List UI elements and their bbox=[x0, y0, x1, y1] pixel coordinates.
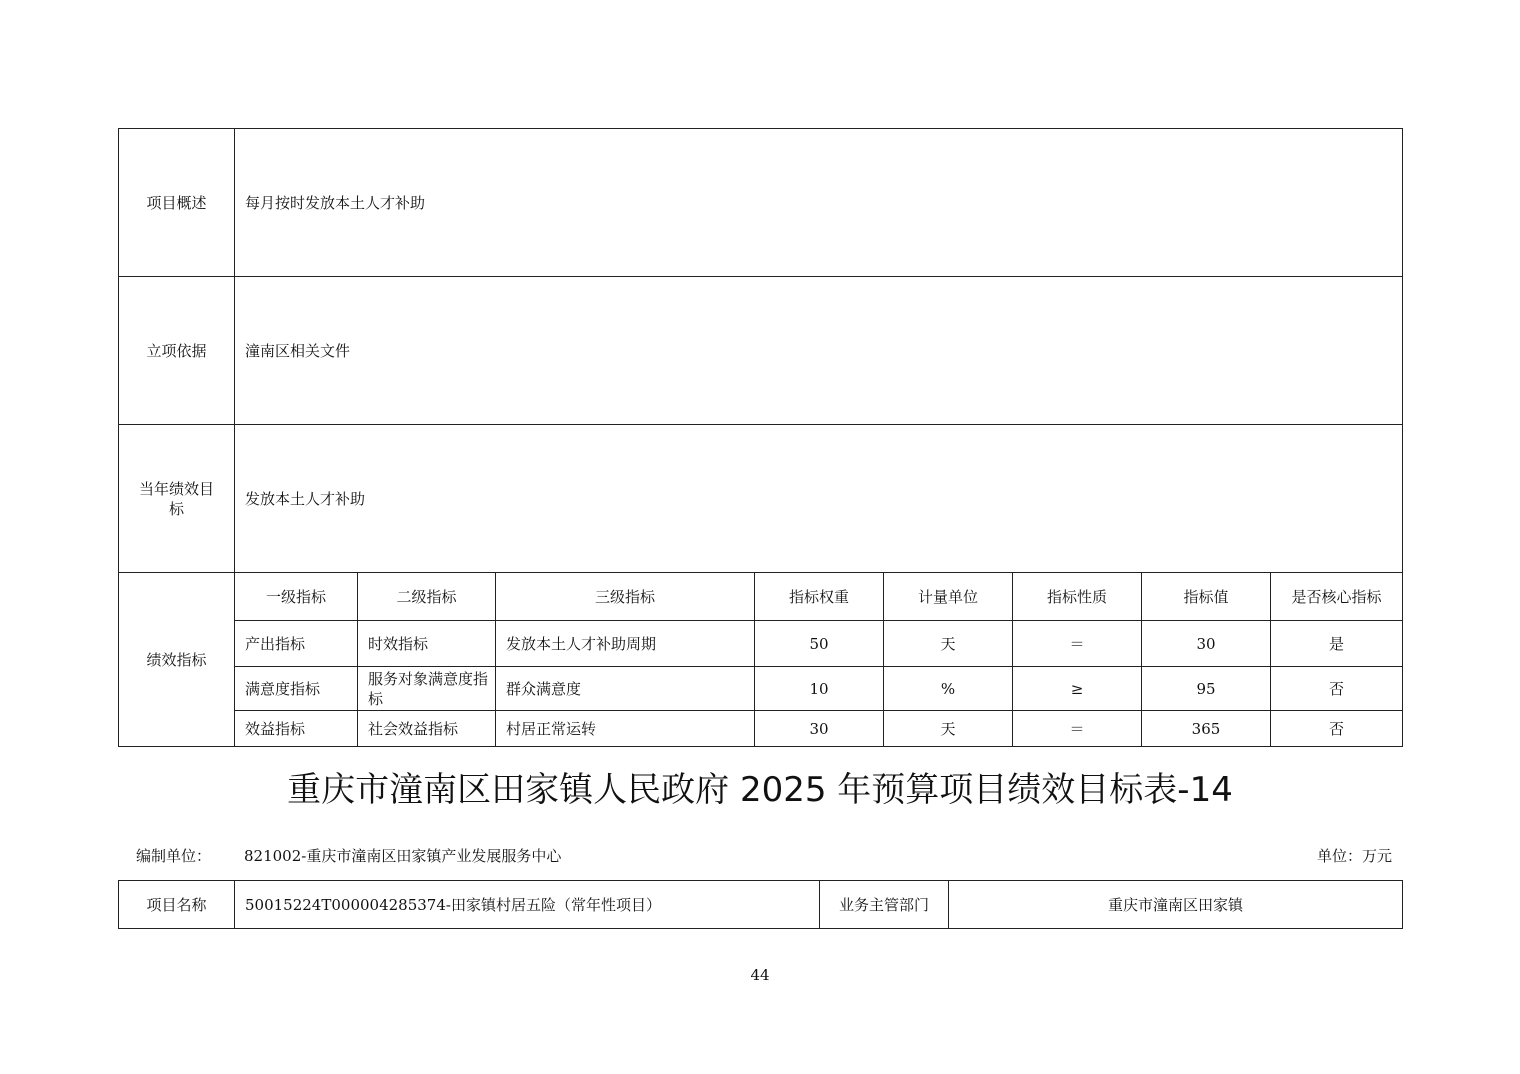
header-cell: 是否核心指标 bbox=[1271, 573, 1403, 621]
currency-unit: 单位：万元 bbox=[1316, 847, 1392, 865]
weight-cell: 30 bbox=[755, 711, 884, 747]
table-row bbox=[119, 711, 1403, 747]
level1-cell: 效益指标 bbox=[235, 711, 358, 747]
basis-row bbox=[119, 277, 1403, 425]
header-cell: 一级指标 bbox=[235, 573, 358, 621]
value-cell: 95 bbox=[1142, 667, 1271, 711]
weight-cell: 10 bbox=[755, 667, 884, 711]
goal-label: 当年绩效目标 bbox=[119, 425, 235, 573]
goal-value: 发放本土人才补助 bbox=[235, 425, 1403, 573]
header-cell: 二级指标 bbox=[358, 573, 496, 621]
header-cell: 指标值 bbox=[1142, 573, 1271, 621]
unit-label: 编制单位： bbox=[136, 847, 212, 865]
core-cell: 否 bbox=[1271, 711, 1403, 747]
level2-cell: 时效指标 bbox=[358, 621, 496, 667]
level3-cell: 发放本土人才补助周期 bbox=[496, 621, 755, 667]
overview-row bbox=[119, 129, 1403, 277]
basis-label: 立项依据 bbox=[119, 277, 235, 425]
overview-label: 项目概述 bbox=[119, 129, 235, 277]
header-cell: 三级指标 bbox=[496, 573, 755, 621]
project-info-table bbox=[118, 880, 1403, 929]
level2-cell: 社会效益指标 bbox=[358, 711, 496, 747]
weight-cell: 50 bbox=[755, 621, 884, 667]
indicator-header-row bbox=[119, 573, 1403, 621]
nature-cell: ≥ bbox=[1013, 667, 1142, 711]
performance-table-continued bbox=[118, 128, 1403, 747]
goal-row bbox=[119, 425, 1403, 573]
page-number: 44 bbox=[750, 966, 770, 984]
nature-cell: ＝ bbox=[1013, 711, 1142, 747]
unit-cell: 天 bbox=[884, 711, 1013, 747]
value-cell: 365 bbox=[1142, 711, 1271, 747]
overview-value: 每月按时发放本土人才补助 bbox=[235, 129, 1403, 277]
level2-cell: 服务对象满意度指标 bbox=[358, 667, 496, 711]
level3-cell: 村居正常运转 bbox=[496, 711, 755, 747]
table-row bbox=[119, 621, 1403, 667]
project-name-label: 项目名称 bbox=[119, 881, 235, 929]
core-cell: 否 bbox=[1271, 667, 1403, 711]
unit-cell: % bbox=[884, 667, 1013, 711]
unit-cell: 天 bbox=[884, 621, 1013, 667]
header-cell: 指标性质 bbox=[1013, 573, 1142, 621]
department-label: 业务主管部门 bbox=[820, 881, 949, 929]
level3-cell: 群众满意度 bbox=[496, 667, 755, 711]
indicators-label: 绩效指标 bbox=[119, 573, 235, 747]
value-cell: 30 bbox=[1142, 621, 1271, 667]
core-cell: 是 bbox=[1271, 621, 1403, 667]
header-cell: 计量单位 bbox=[884, 573, 1013, 621]
document-title: 重庆市潼南区田家镇人民政府 2025 年预算项目绩效目标表-14 bbox=[287, 770, 1233, 810]
nature-cell: ＝ bbox=[1013, 621, 1142, 667]
table-row bbox=[119, 667, 1403, 711]
unit-value: 821002-重庆市潼南区田家镇产业发展服务中心 bbox=[244, 847, 562, 865]
project-row bbox=[119, 881, 1403, 929]
project-name-value: 50015224T000004285374-田家镇村居五险（常年性项目） bbox=[235, 881, 820, 929]
header-cell: 指标权重 bbox=[755, 573, 884, 621]
level1-cell: 满意度指标 bbox=[235, 667, 358, 711]
department-value: 重庆市潼南区田家镇 bbox=[949, 881, 1403, 929]
level1-cell: 产出指标 bbox=[235, 621, 358, 667]
basis-value: 潼南区相关文件 bbox=[235, 277, 1403, 425]
